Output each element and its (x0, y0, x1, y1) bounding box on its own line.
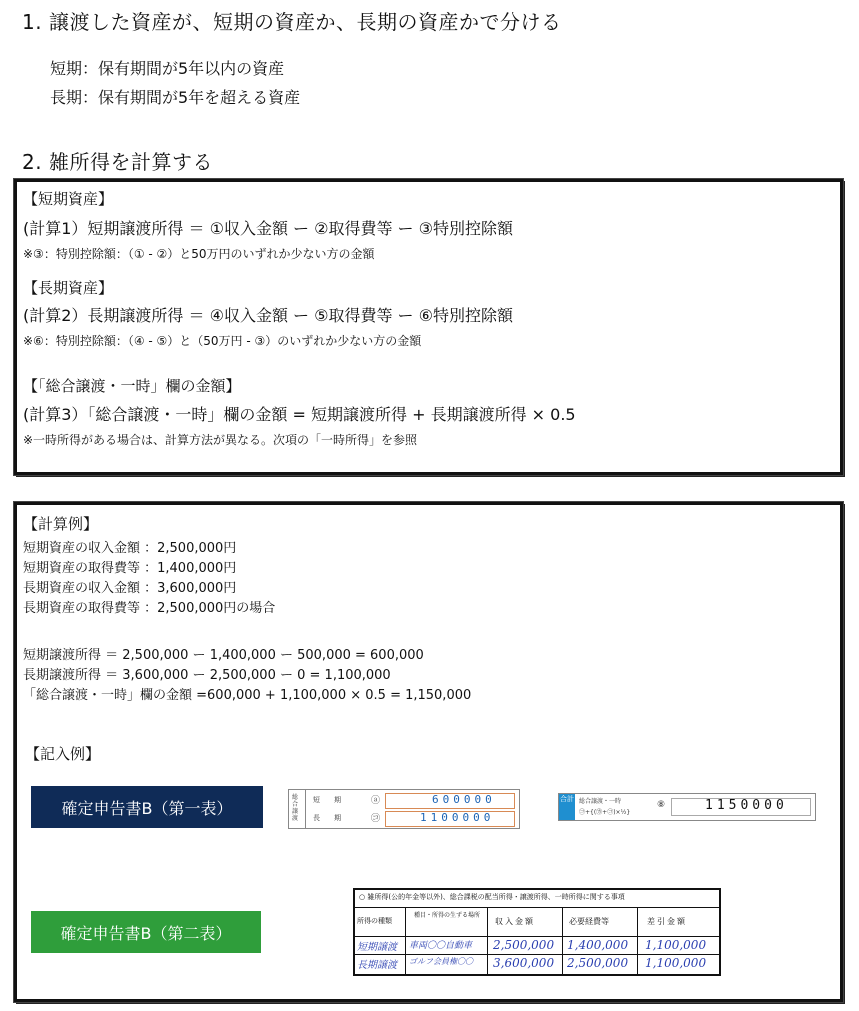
form1-side-label: 総合譲渡 (292, 794, 299, 822)
form1-short-label: 短 期 (313, 796, 341, 804)
example-line: 短期資産の取得費等 ：1,400,000円 (23, 561, 237, 576)
example-line: 短期資産の収入金額 ：2,500,000円 (23, 541, 237, 556)
form2-col-rule (405, 907, 406, 974)
form1-total-sublabel: ㋙+{(㋕+㋙)×½} (579, 809, 631, 816)
form2-header: 収入金額 (495, 917, 535, 926)
example-label: 【計算例】 (23, 515, 99, 533)
calc2-note: ※⑥：特別控除額：（④ - ⑤）と（50万円 - ③）のいずれか少ない方の金額 (23, 334, 422, 348)
form2-col-rule (562, 907, 563, 974)
form2-cell: 1,400,000 (567, 938, 629, 952)
form1-long-label: 長 期 (313, 814, 341, 822)
form1-total-label: 総合譲渡・一時 (579, 798, 622, 805)
form2-cell: 2,500,000 (493, 938, 555, 952)
form-b-page1-button[interactable]: 確定申告書B（第一表） (31, 786, 263, 828)
form2-cell: ゴルフ会員権〇〇 (409, 957, 473, 966)
form2-col-rule (637, 907, 638, 974)
calc1-formula: (計算1）短期譲渡所得 ＝ ①収入金額 ー ②取得費等 ー ③特別控除額 (23, 219, 513, 238)
long-asset-label: 【長期資産】 (23, 279, 114, 297)
form1-total-mark: ⑧ (657, 800, 666, 810)
calc3-note: ※一時所得がある場合は、計算方法が異なる。次項の「一時所得」を参照 (23, 433, 418, 447)
form2-cell: 1,100,000 (645, 956, 707, 970)
form2-row-rule (355, 954, 719, 955)
form2-header-rule (355, 936, 719, 937)
example-result: 短期譲渡所得 ＝ 2,500,000 ー 1,400,000 ー 500,000 = 600,000 (23, 648, 424, 663)
form2-cell: 長期譲渡 (357, 960, 397, 971)
total-label: 【「総合譲渡・一時」欄の金額】 (23, 377, 241, 395)
form2-cell: 短期譲渡 (357, 942, 397, 953)
calc2-formula: (計算2）長期譲渡所得 ＝ ④収入金額 ー ⑤取得費等 ー ⑥特別控除額 (23, 306, 513, 325)
section1-heading: 1. 譲渡した資産が、短期の資産か、長期の資産かで分ける (22, 10, 562, 34)
form2-cell: 3,600,000 (493, 956, 555, 970)
example-result: 「総合譲渡・一時」欄の金額 =600,000 + 1,100,000 × 0.5 = 1,150,000 (23, 688, 472, 703)
form2-col-rule (487, 907, 488, 974)
entry-example-label: 【記入例】 (25, 745, 101, 763)
formula-box (14, 179, 843, 475)
form1-total-snippet (558, 793, 816, 821)
form2-header: 必要経費等 (569, 917, 609, 926)
example-result-list (23, 646, 471, 706)
form1-entry-snippet (288, 789, 520, 829)
calc1-note: ※③：特別控除額：（① - ②）と50万円のいずれか少ない方の金額 (23, 247, 375, 261)
form2-header: 差引金額 (647, 917, 687, 926)
form2-header: 所得の種類 (357, 917, 392, 925)
form1-short-mark: ⓐ (371, 796, 381, 806)
form2-cell: 車両〇〇自動車 (409, 941, 473, 951)
example-line: 長期資産の取得費等 ：2,500,000円の場合 (23, 601, 276, 616)
form2-cell: 2,500,000 (567, 956, 629, 970)
short-asset-label: 【短期資産】 (23, 190, 114, 208)
form2-title: ○ 雑所得(公的年金等以外)、総合課税の配当所得・譲渡所得、一時所得に関する事項 (359, 893, 625, 901)
short-definition: 短期：保有期間が5年以内の資産 (50, 59, 285, 78)
calc3-formula: (計算3）「総合譲渡・一時」欄の金額 = 短期譲渡所得 + 長期譲渡所得 × 0.5 (23, 405, 576, 424)
form2-title-rule (355, 907, 719, 908)
example-box (14, 502, 843, 1002)
long-definition: 長期：保有期間が5年を超える資産 (50, 88, 301, 107)
form2-cell: 1,100,000 (645, 938, 707, 952)
section2-heading: 2. 雑所得を計算する (22, 150, 213, 174)
example-line: 長期資産の収入金額 ：3,600,000円 (23, 581, 237, 596)
form2-header: 種目・所得の生ずる場所 (413, 912, 480, 919)
form2-table-snippet (353, 888, 721, 976)
form1-total-value: 1150000 (705, 798, 788, 813)
form1-total-tag: 合計 (559, 794, 575, 820)
example-input-list (23, 539, 275, 619)
form1-divider (305, 790, 306, 828)
form1-long-value: 1100000 (420, 811, 495, 824)
example-result: 長期譲渡所得 ＝ 3,600,000 ー 2,500,000 ー 0 = 1,100,000 (23, 668, 391, 683)
form1-short-value: 600000 (432, 793, 496, 806)
form1-long-mark: ㋙ (371, 814, 381, 824)
form-b-page2-button[interactable]: 確定申告書B（第二表） (31, 911, 261, 953)
